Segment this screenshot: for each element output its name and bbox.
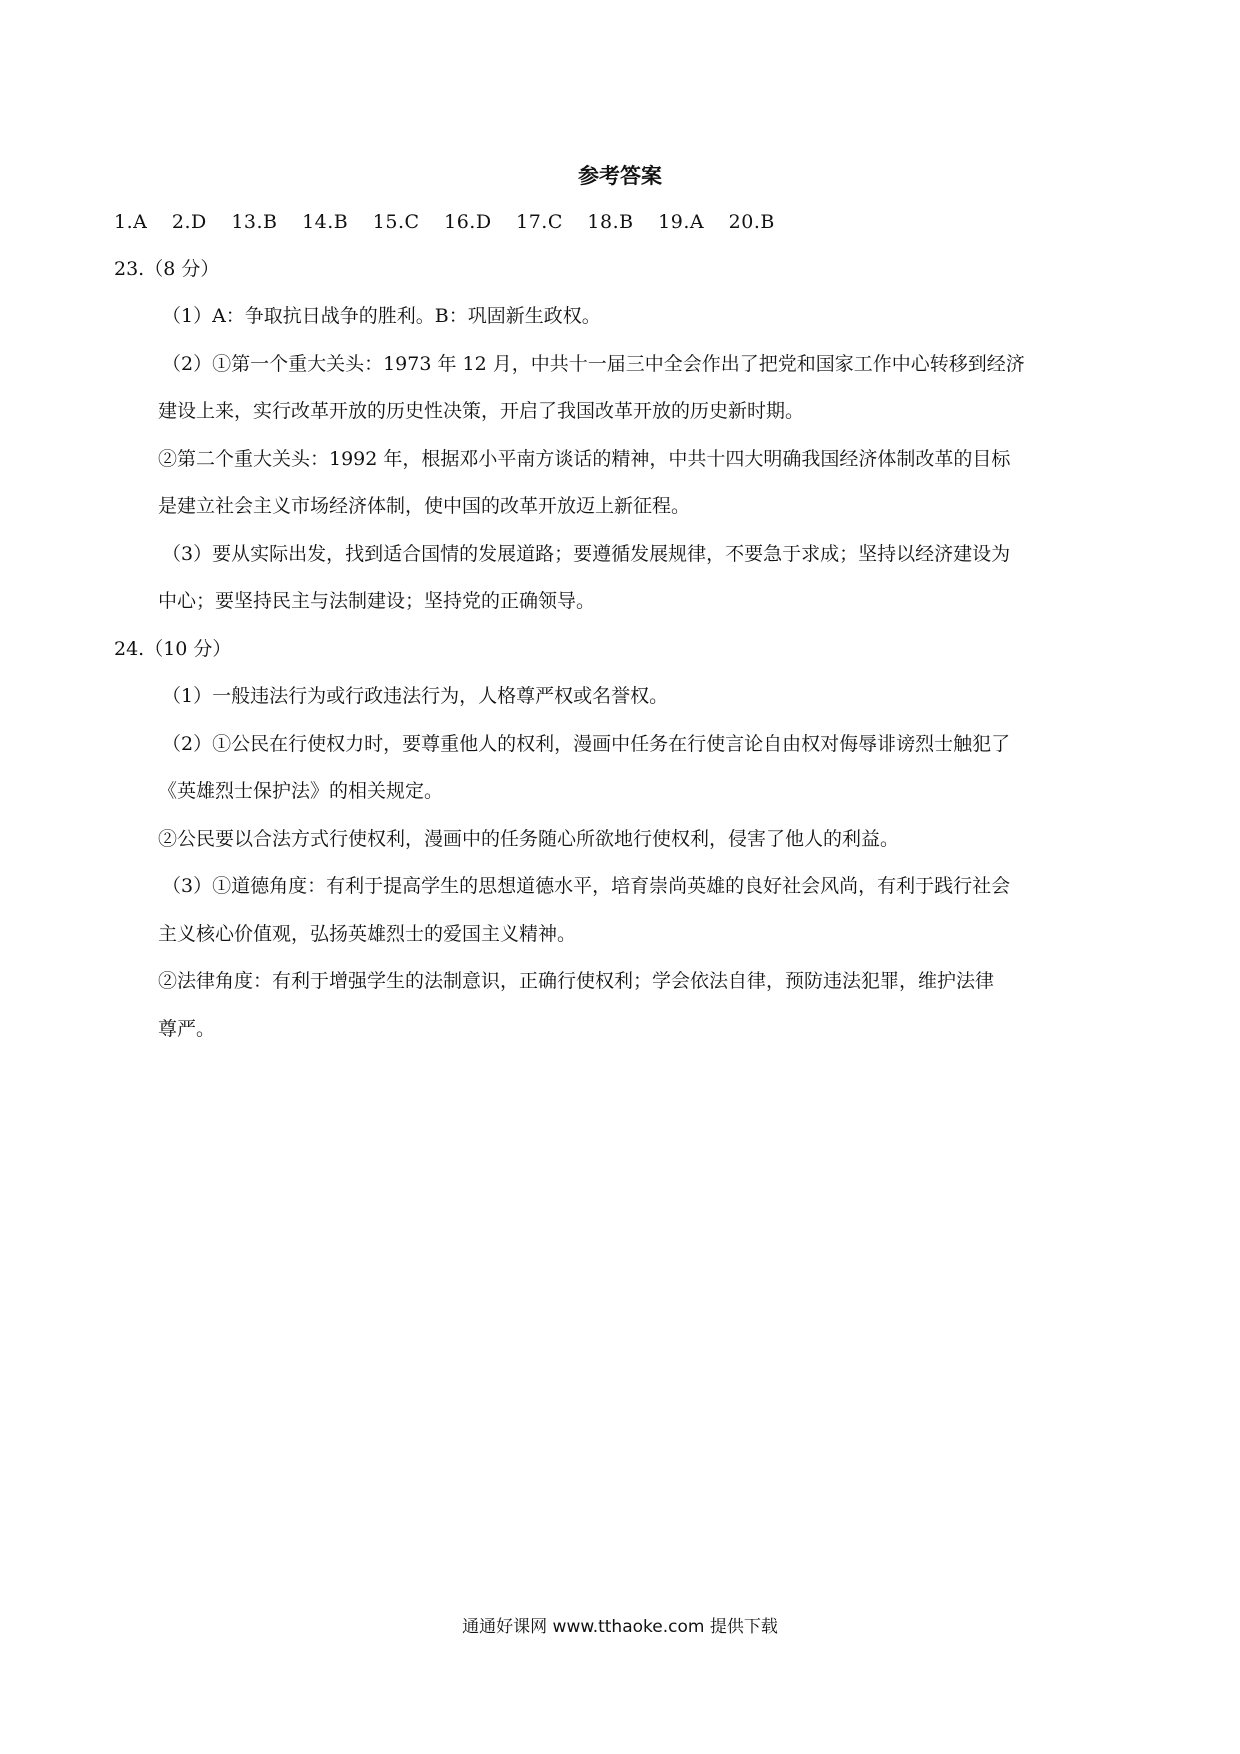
- mc-answer: 18.B: [587, 211, 634, 233]
- mc-answer: 14.B: [302, 211, 349, 233]
- q23-part2b-line2: 是建立社会主义市场经济体制，使中国的改革开放迈上新征程。: [158, 495, 691, 517]
- mc-answer: 1.A: [114, 211, 148, 233]
- multiple-choice-answers: [114, 210, 793, 234]
- q24-part3b-line2: 尊严。: [158, 1018, 216, 1040]
- page-title: 参考答案: [578, 164, 662, 188]
- q24-part2-line2: 《英雄烈士保护法》的相关规定。: [158, 780, 444, 802]
- mc-answer: 2.D: [171, 211, 207, 233]
- q23-heading: 23.（8 分）: [114, 258, 220, 280]
- q24-part3-line2: 主义核心价值观，弘扬英雄烈士的爱国主义精神。: [158, 923, 577, 945]
- q23-part2-line1: （2）①第一个重大关头：1973 年 12 月，中共十一届三中全会作出了把党和国家工作中心转移到经济: [162, 353, 1025, 375]
- q23-part1: （1）A：争取抗日战争的胜利。B：巩固新生政权。: [162, 305, 601, 327]
- mc-answer: 20.B: [728, 211, 775, 233]
- q24-part3-line1: （3）①道德角度：有利于提高学生的思想道德水平，培育崇尚英雄的良好社会风尚，有利于践行社会: [162, 875, 1011, 897]
- mc-answer: 19.A: [658, 211, 705, 233]
- mc-answer: 16.D: [444, 211, 492, 233]
- mc-answer: 15.C: [372, 211, 420, 233]
- q24-part2b: ②公民要以合法方式行使权利，漫画中的任务随心所欲地行使权利，侵害了他人的利益。: [158, 828, 900, 850]
- q24-part1: （1）一般违法行为或行政违法行为，人格尊严权或名誉权。: [162, 685, 669, 707]
- q24-part2-line1: （2）①公民在行使权力时，要尊重他人的权利，漫画中任务在行使言论自由权对侮辱诽谤烈士触犯了: [162, 733, 1011, 755]
- mc-answer: 17.C: [516, 211, 563, 233]
- q23-part3-line2: 中心；要坚持民主与法制建设；坚持党的正确领导。: [158, 590, 596, 612]
- q23-part2b-line1: ②第二个重大关头：1992 年，根据邓小平南方谈话的精神，中共十四大明确我国经济体制改革的目标: [158, 448, 1011, 470]
- page-footer: 通通好课网 www.tthaoke.com 提供下载: [462, 1617, 778, 1637]
- q24-heading: 24.（10 分）: [114, 638, 232, 660]
- q23-part2-line2: 建设上来，实行改革开放的历史性决策，开启了我国改革开放的历史新时期。: [158, 400, 805, 422]
- q24-part3b-line1: ②法律角度：有利于增强学生的法制意识，正确行使权利；学会依法自律，预防违法犯罪，维护法律: [158, 970, 995, 992]
- q23-part3-line1: （3）要从实际出发，找到适合国情的发展道路；要遵循发展规律，不要急于求成；坚持以经济建设为: [162, 543, 1011, 565]
- mc-answer: 13.B: [231, 211, 278, 233]
